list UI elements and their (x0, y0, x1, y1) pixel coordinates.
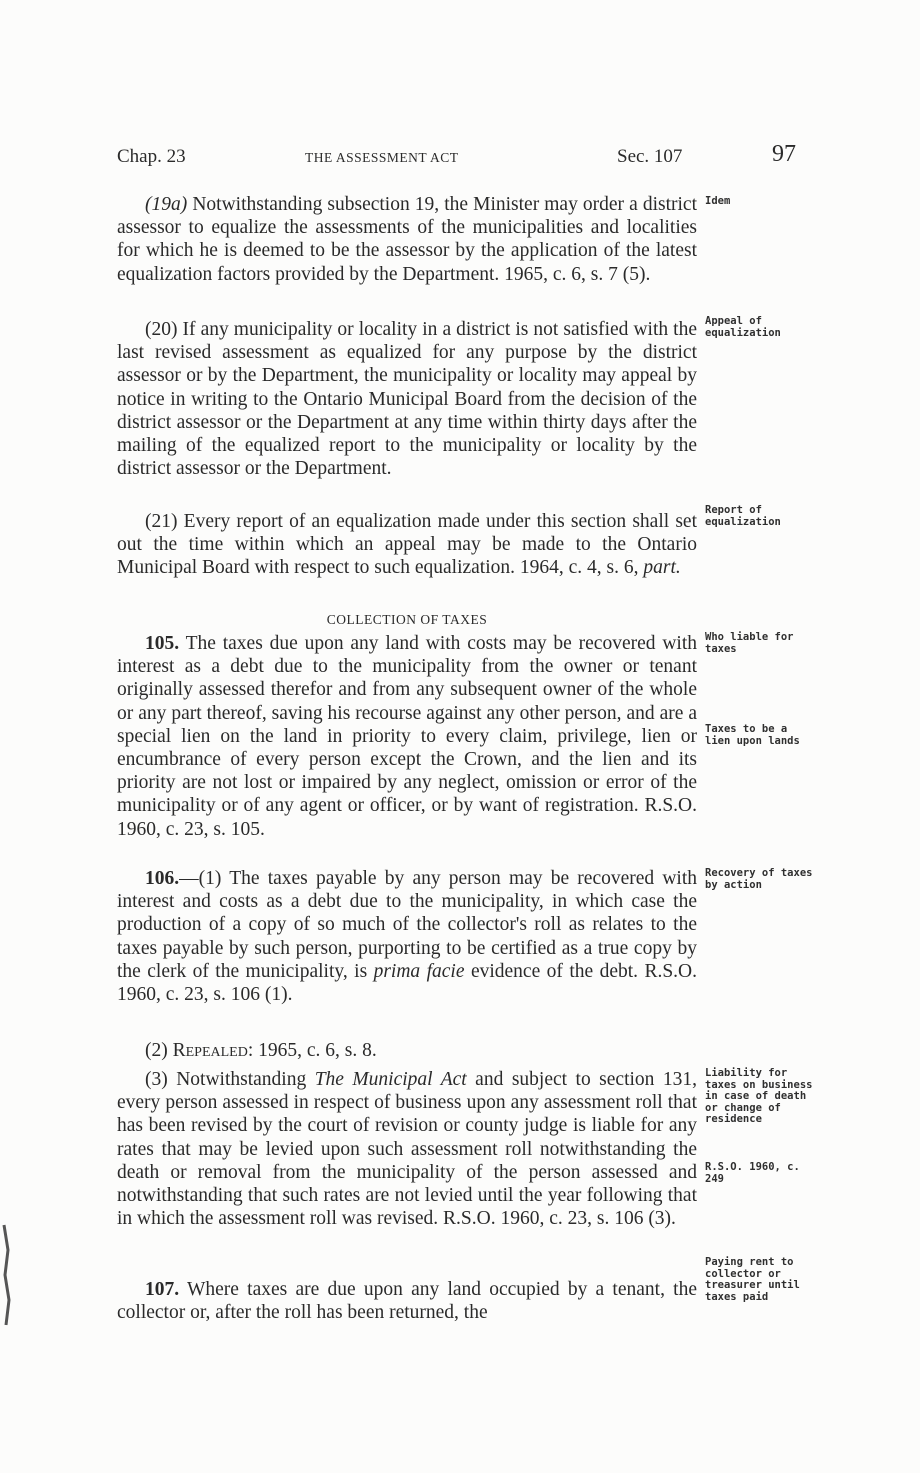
page-number: 97 (772, 141, 796, 167)
margin-note-appeal: Appeal of equalization (705, 315, 781, 339)
subsection-label: (2) (145, 1040, 173, 1061)
paragraph-text: and subject to section 131, every person assessed in respect of business upon any assessment roll that has been revised by the court of revision or county judge is liable for any rates that may be levied upon such assessment roll notwithstanding the death or removal from the municipality of the person assessed and notwithstanding that such rates are not levied until the year following that in which the assessment roll was revised. R.S.O. 1960, c. 23, s. 106 (3). (117, 1069, 698, 1230)
margin-note-paying-rent: Paying rent to collector or treasurer until taxes paid (705, 1256, 800, 1303)
margin-note-recovery: Recovery of taxes by action (705, 867, 813, 891)
subsection-label: (19a) (145, 194, 188, 215)
paragraph-text: (3) Notwithstanding (145, 1069, 315, 1090)
margin-note-idem: Idem (705, 195, 731, 207)
section-number: 106. (145, 868, 180, 889)
margin-note-lien: Taxes to be a lien upon lands (705, 723, 800, 747)
paragraph-text: Notwithstanding subsection 19, the Minister may order a district assessor to equalize the assessments of the municipalities and localities for which he is deemed to be the assessor by the application of the latest equalization factors provided by the Department. 1965, c. 6, s. 7 (5). (117, 194, 697, 285)
margin-note-rso: R.S.O. 1960, c. 249 (705, 1161, 800, 1185)
paragraph-106-3 (117, 1068, 697, 1230)
prima-facie: prima facie (373, 960, 465, 982)
paragraph-21 (117, 510, 697, 580)
paragraph-106-1 (117, 867, 697, 1006)
part-label: part. (643, 557, 681, 579)
paragraph-106-2 (117, 1039, 697, 1062)
margin-note-who-liable: Who liable for taxes (705, 631, 794, 655)
section-label: Sec. 107 (617, 146, 683, 167)
paragraph-text: The taxes due upon any land with costs may be recovered with interest as a debt due to the municipality from the owner or tenant originally assessed therefor and from any subsequent owner of the whole or any part thereof, saving his recourse against any other person, and are a special lien on the land in priority to every claim, privilege, lien or encumbrance of every person except the Crown, and the lien and its priority are not lost or impaired by any neglect, omission or error of the municipality or of any agent or officer, or by want of registration. R.S.O. 1960, c. 23, s. 105. (117, 633, 697, 840)
running-title: THE ASSESSMENT ACT (305, 150, 459, 165)
paragraph-text: (20) If any municipality or locality in a district is not satisfied with the last revised assessment as equalized for any purpose by the district assessor or by the Department, the municipality or locality may appeal by notice in writing to the Ontario Municipal Board from the decision of the district assessor or the Department at any time within thirty days after the mailing of the equalized report to the municipality or locality by the district assessor or the Department. (117, 319, 697, 480)
paragraph-text: (21) Every report of an equalization made under this section shall set out the time within which an appeal may be made to the Ontario Municipal Board with respect to such equalization. 1964, c. 4, s. 6, (117, 511, 697, 579)
repealed-label: Repealed: (172, 1040, 254, 1061)
paragraph-105 (117, 632, 697, 841)
section-heading: COLLECTION OF TAXES (326, 612, 488, 627)
paragraph-text: 1965, c. 6, s. 8. (253, 1040, 377, 1061)
margin-note-liability: Liability for taxes on business in case of death or change of residence (705, 1067, 813, 1125)
section-number: 107. (145, 1279, 180, 1300)
margin-note-report: Report of equalization (705, 504, 781, 528)
paragraph-text: —(1) The taxes payable by any person may be recovered with interest and costs as a debt due to the municipality, in which case the production of a copy of so much of the collector's roll as relates to the taxes payable by such person, purporting to be certified as a true copy by the clerk of the municipality, is (117, 868, 697, 982)
chapter-label: Chap. 23 (117, 146, 186, 167)
paragraph-text: evidence of the debt. R.S.O. 1960, c. 23, s. 106 (1). (117, 960, 697, 1006)
paragraph-107 (117, 1278, 697, 1324)
paragraph-text: Where taxes are due upon any land occupied by a tenant, the collector or, after the roll has been returned, the (117, 1279, 697, 1324)
binding-edge-mark (0, 1220, 14, 1330)
paragraph-19a (117, 193, 697, 286)
act-title: The Municipal Act (314, 1069, 467, 1090)
paragraph-20 (117, 318, 697, 480)
section-number: 105. (145, 633, 180, 654)
